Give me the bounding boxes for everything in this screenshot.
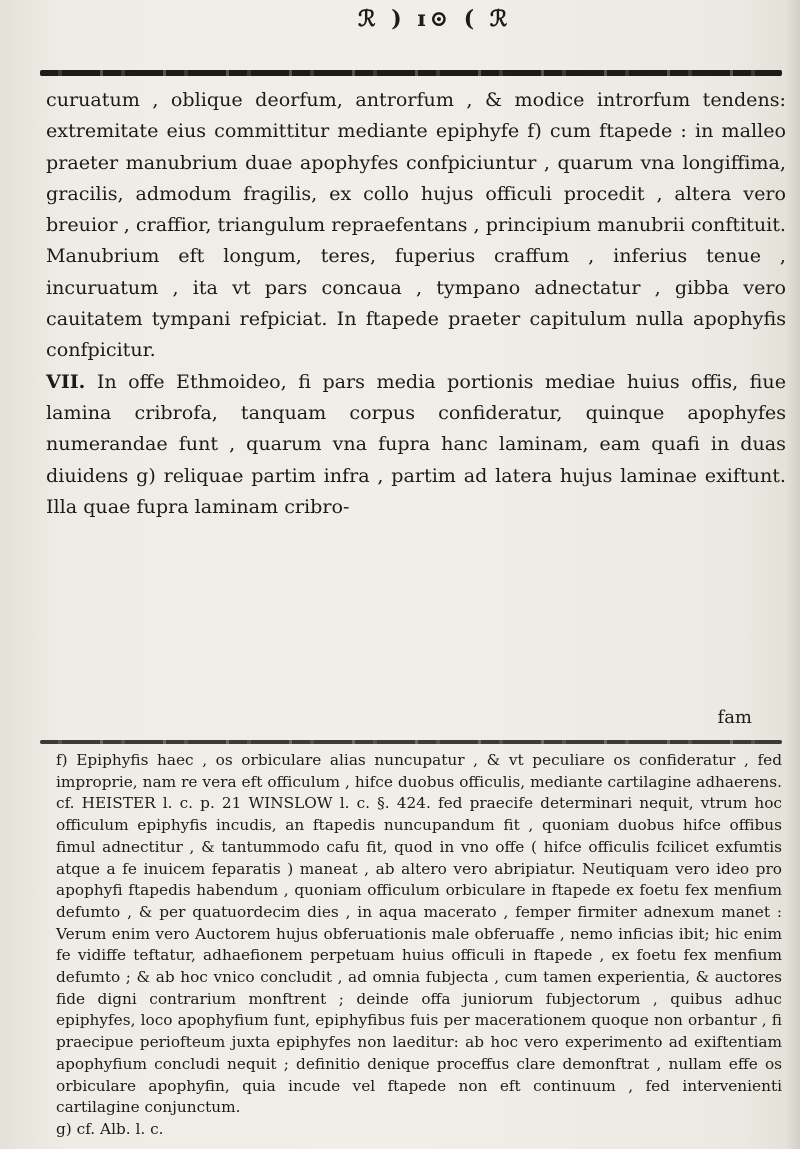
catchword: fam <box>717 707 752 728</box>
footnote-rule <box>40 740 782 744</box>
paragraph-ethmoid-text: In offe Ethmoideo, fi pars media portionis mediae huius offis, fiue lamina cribrofa, tanquam corpus confideratur, quinque apophyfes numerandae funt , quarum vna fupra hanc laminam, eam quafi in duas diuidens g) reliquae partim infra , partim ad latera hujus laminae exiftunt. Illa quae fupra laminam cribro- <box>46 369 786 518</box>
paragraph-malleus: curuatum , oblique deorfum, antrorfum , & modice introrfum tendens: extremitate eius committitur mediante epiphyfe f) cum ftapede : in malleo praeter manubrium duae apophyfes confpiciuntur , quarum vna longiffima, gracilis, admodum fragilis, ex collo hujus officuli procedit , altera vero breuior , craffior, triangulum repraefentans , principium manubrii conftituit. Manubrium eft longum, teres, fuperius craffum , inferius tenue , incuruatum , ita vt pars concaua , tympano adnectatur , gibba vero cauitatem tympani refpiciat. In ftapede praeter capitulum nulla apophyfis confpicitur. <box>46 88 786 362</box>
page-edge-shadow <box>786 0 800 1149</box>
page-header <box>0 4 800 38</box>
footnote-f: f) Epiphyfis haec , os orbiculare alias nuncupatur , & vt peculiare os confideratur , fed improprie, nam re vera eft officulum , hifce duobus officulis, mediante cartilagine adhaerens. cf. HEISTER l. c. p. 21 WINSLOW l. c. §. 424. fed praecife determinari nequit, vtrum hoc officulum epiphyfis incudis, an ftapedis nuncupandum fit , quoniam duobus hifce offibus fimul adnectitur , & tantummodo cafu fit, quod in vno offe ( hifce officulis fcilicet exfumtis atque a fe inuicem feparatis ) maneat , ab altero vero abripiatur. Neutiquam vero ideo pro apophyfi ftapedis habendum , quoniam officulum orbiculare in ftapede ex foetu fex menfium defumto , & per quatuordecim dies , in aqua macerato , femper firmiter adnexum manet : Verum enim vero Auctorem hujus obferuationis male obferuaffe , nemo inficias ibit; hic enim fe vidiffe teftatur, adhaefionem perpetuam huius officuli in ftapede , ex foetu fex menfium defumto ; & ab hoc vnico concludit , ad omnia fubjecta , cum tamen experientia, & auctores fide digni contrarium monftrent ; deinde offa juniorum fubjectorum , quibus adhuc epiphyfes, loco apophyfium funt, epiphyfibus fuis per macerationem quoque non orbantur , fi praecipue periofteum juxta epiphyfes non laeditur: ab hoc vero experimento ad exiftentiam apophyfium concludi nequit ; definitio denique proceffus clare demonftrat , nullam effe os orbiculare apophyfin, quia incude vel ftapede non eft continuum , fed intervenienti cartilagine conjunctum. <box>56 751 782 1117</box>
header-ornament: ℛ ) ɪ⊙ ( ℛ <box>358 6 512 32</box>
footnote-g: g) cf. Alb. l. c. <box>56 1119 164 1138</box>
header-rule <box>40 70 782 76</box>
main-text <box>46 84 786 522</box>
section-number: VII. <box>46 369 86 393</box>
footnotes <box>56 750 782 1141</box>
paragraph-ethmoid <box>46 366 786 522</box>
